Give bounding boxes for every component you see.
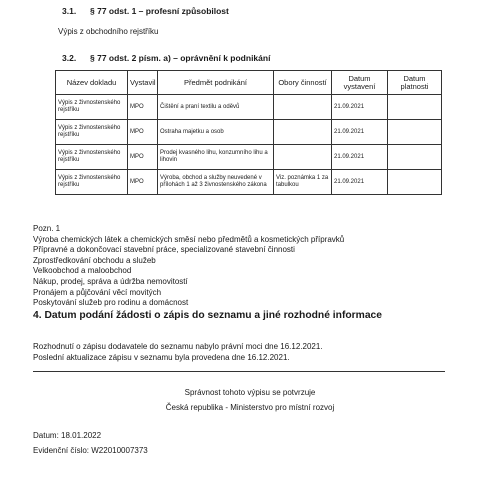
cell-issued: 21.09.2021 [332,170,388,195]
cell-issued: 21.09.2021 [332,145,388,170]
cell-issued: 21.09.2021 [332,120,388,145]
section-3-1-text: Výpis z obchodního rejstříku [58,27,159,36]
section-3-1-number: 3.1. [62,6,77,16]
cell-valid [388,120,442,145]
cell-fields: Viz. poznámka 1 za tabulkou [274,170,332,195]
cell-valid [388,170,442,195]
cell-subject: Výroba, obchod a služby neuvedené v přílohách 1 až 3 živnostenského zákona [158,170,274,195]
issue-date: Datum: 18.01.2022 [33,431,102,440]
note-item: Poskytování služeb pro rodinu a domácnost [33,298,189,308]
note-item: Velkoobchod a maloobchod [33,266,132,276]
section-3-2-number: 3.2. [62,53,77,63]
section-4-line-2: Poslední aktualizace zápisu v seznamu byla provedena dne 16.12.2021. [33,353,290,362]
column-header: Datum vystavení [332,71,388,95]
section-3-1-title: § 77 odst. 1 – profesní způsobilost [90,6,229,16]
cell-fields [274,120,332,145]
cell-valid [388,95,442,120]
section-3-2-title: § 77 odst. 2 písm. a) – oprávnění k podnikání [90,53,271,63]
permits-table [55,70,442,195]
table-row [56,95,442,120]
cell-issuer: MPO [128,145,158,170]
section-4-line-1: Rozhodnutí o zápisu dodavatele do seznamu nabylo právní moci dne 16.12.2021. [33,342,323,351]
cell-issuer: MPO [128,120,158,145]
cell-issuer: MPO [128,170,158,195]
table-row [56,120,442,145]
cell-doc: Výpis z živnostenského rejstříku [56,120,128,145]
note-item: Zprostředkování obchodu a služeb [33,255,156,265]
section-4-title: 4. Datum podání žádosti o zápis do seznamu a jiné rozhodné informace [33,310,383,321]
note-item: Nákup, prodej, správa a údržba nemovitostí [33,276,188,286]
table-row [56,170,442,195]
cell-subject: Prodej kvasného lihu, konzumního lihu a lihovin [158,145,274,170]
cell-fields [274,145,332,170]
cell-subject: Čištění a praní textilu a oděvů [158,95,274,120]
cell-issued: 21.09.2021 [332,95,388,120]
verifying-authority: Česká republika - Ministerstvo pro místní rozvoj [165,403,335,412]
cell-issuer: MPO [128,95,158,120]
record-number: Evidenční číslo: W22010007373 [33,446,148,455]
note-block [33,224,344,309]
cell-valid [388,145,442,170]
column-header: Název dokladu [56,71,128,95]
note-item: Pronájem a půjčování věcí movitých [33,287,162,297]
note-label: Pozn. 1 [33,224,61,233]
column-header: Datum platnosti [388,71,442,95]
column-header: Obory činností [274,71,332,95]
verification-label: Správnost tohoto výpisu se potvrzuje [184,388,316,397]
cell-subject: Ostraha majetku a osob [158,120,274,145]
cell-doc: Výpis z živnostenského rejstříku [56,170,128,195]
cell-fields [274,95,332,120]
note-item: Přípravné a dokončovací stavební práce, specializované stavební činnosti [33,245,295,255]
table-row [56,145,442,170]
note-item: Výroba chemických látek a chemických směsí nebo předmětů a kosmetických přípravků [33,234,345,244]
divider [33,371,445,372]
cell-doc: Výpis z živnostenského rejstříku [56,95,128,120]
column-header: Předmět podnikání [158,71,274,95]
cell-doc: Výpis z živnostenského rejstříku [56,145,128,170]
column-header: Vystavil [128,71,158,95]
table-header-row [56,71,442,95]
